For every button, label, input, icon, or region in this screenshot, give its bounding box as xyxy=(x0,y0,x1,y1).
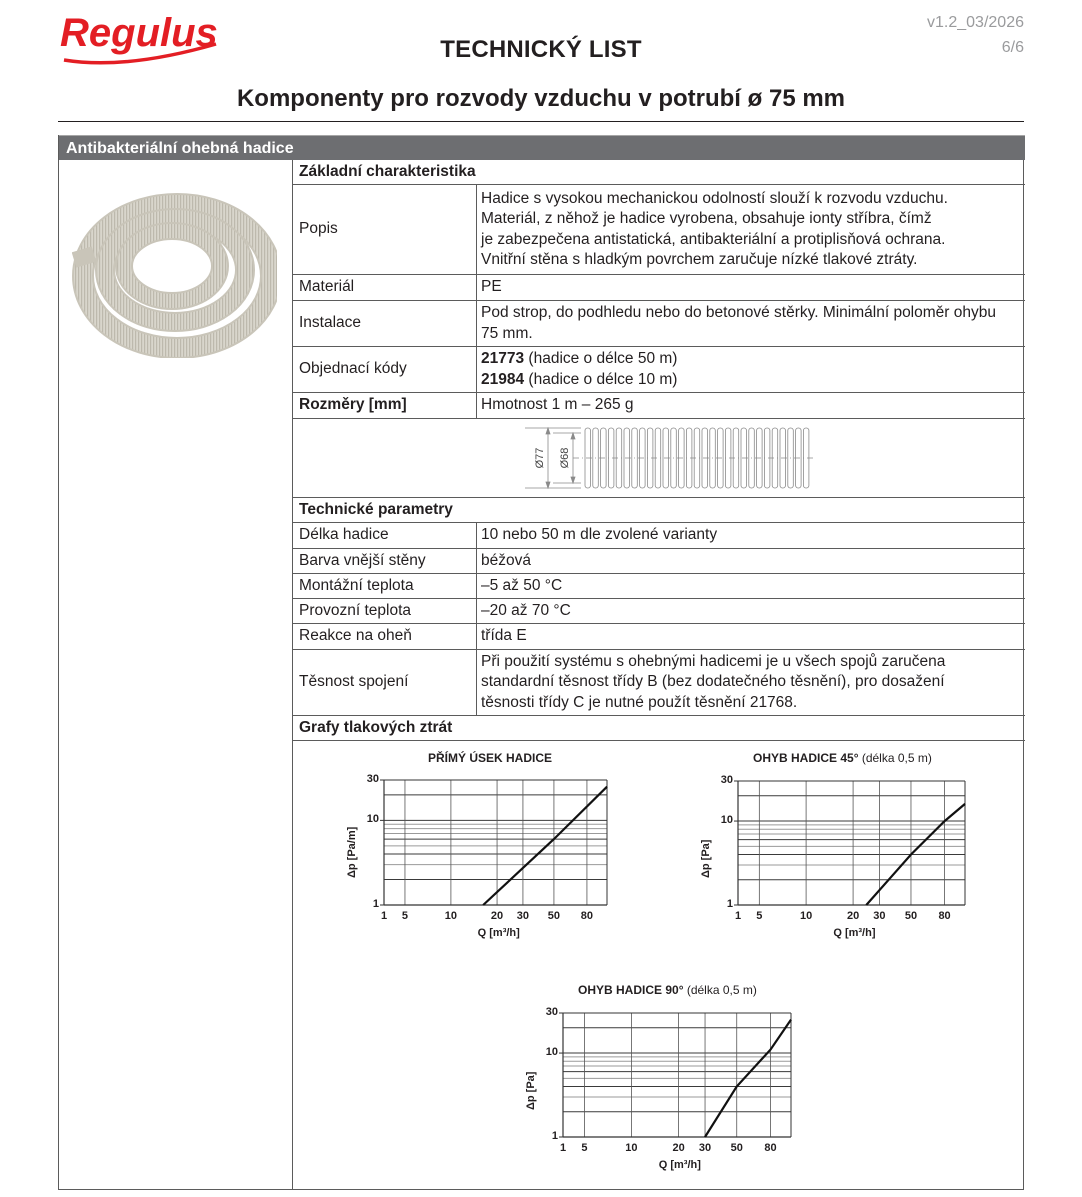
chart-straight-hose xyxy=(348,751,628,951)
x-tick-label: 1 xyxy=(734,910,742,922)
row-tightness xyxy=(293,650,1025,716)
x-tick-label: 20 xyxy=(846,910,860,922)
param-value: –5 až 50 °C xyxy=(481,576,563,594)
basic-heading-row xyxy=(293,160,1025,185)
x-tick-label: 20 xyxy=(490,910,504,922)
material-label: Materiál xyxy=(293,275,477,300)
param-value: třída E xyxy=(481,627,527,645)
instalace-value xyxy=(477,301,1025,346)
x-tick-label: 5 xyxy=(581,1142,588,1154)
popis-line: Hadice s vysokou mechanickou odolností slouží k rozvodu vzduchu. xyxy=(481,189,948,207)
param-label: Délka hadice xyxy=(293,523,477,548)
popis-value xyxy=(477,185,1025,274)
instalace-label: Instalace xyxy=(293,301,477,346)
dimension-drawing-row xyxy=(293,419,1025,498)
order-codes-label: Objednací kódy xyxy=(293,347,477,392)
svg-text:Ø77: Ø77 xyxy=(534,447,546,469)
y-tick-label: 10 xyxy=(545,1046,558,1059)
x-tick-label: 80 xyxy=(764,1142,777,1154)
y-axis-label: Δp [Pa/m] xyxy=(346,826,358,878)
y-tick-label: 1 xyxy=(726,898,733,910)
svg-text:Regulus: Regulus xyxy=(60,11,218,55)
graphs-heading: Grafy tlakových ztrát xyxy=(299,718,453,736)
weight-value: Hmotnost 1 m – 265 g xyxy=(481,396,634,414)
tightness-value xyxy=(477,650,1025,715)
param-label: Barva vnější stěny xyxy=(293,549,477,573)
document-subtitle: Komponenty pro rozvody vzduchu v potrubí ø 75 mm xyxy=(236,85,846,112)
row-material xyxy=(293,275,1025,301)
param-label: Reakce na oheň xyxy=(293,624,477,649)
x-tick-label: 50 xyxy=(547,910,561,922)
order-code-desc: (hadice o délce 50 m) xyxy=(524,350,678,367)
popis-line: Vnitřní stěna s hladkým povrchem zaručuje nízké tlakové ztráty. xyxy=(481,251,918,268)
popis-line: Materiál, z něhož je hadice vyrobena, obsahuje ionty stříbra, čímž xyxy=(481,210,932,227)
x-tick-label: 30 xyxy=(873,910,886,922)
order-code: 21984 xyxy=(481,370,525,388)
popis-line: je zabezpečena antistatická, antibakteriální a protiplisňová ochrana. xyxy=(481,230,946,248)
tightness-line: standardní těsnost třídy B (bez dodatečného těsnění), pro dosažení xyxy=(481,673,945,691)
row-operating-temp xyxy=(293,599,1025,624)
x-tick-label: 10 xyxy=(625,1142,638,1154)
instalace-line: Pod strop, do podhledu nebo do betonové stěrky. Minimální poloměr ohybu xyxy=(481,304,996,321)
x-tick-label: 30 xyxy=(698,1142,712,1154)
y-axis-label: Δp [Pa] xyxy=(525,1071,537,1110)
y-tick-label: 30 xyxy=(545,1006,558,1018)
page-number: 6/6 xyxy=(1001,39,1024,56)
x-tick-label: 50 xyxy=(730,1142,743,1154)
order-code-item xyxy=(481,349,1021,370)
x-tick-label: 1 xyxy=(559,1142,567,1154)
row-order-codes xyxy=(293,347,1025,393)
x-tick-label: 5 xyxy=(401,910,409,922)
x-axis-label: Q [m³/h] xyxy=(658,1159,701,1171)
technical-heading-row xyxy=(293,498,1025,523)
technical-heading: Technické parametry xyxy=(299,500,453,518)
x-tick-label: 50 xyxy=(904,910,918,922)
pressure-loss-charts xyxy=(293,741,1025,1187)
param-value: 10 nebo 50 m dle zvolené varianty xyxy=(481,526,718,544)
order-code: 21773 xyxy=(481,350,525,367)
x-tick-label: 10 xyxy=(799,910,813,922)
chart-bend-45 xyxy=(698,751,998,951)
dimensions-label: Rozměry [mm] xyxy=(293,393,477,418)
x-axis-label: Q [m³/h] xyxy=(833,927,876,939)
product-image-column xyxy=(59,160,293,1190)
row-popis xyxy=(293,185,1025,275)
y-tick-label: 30 xyxy=(720,774,733,786)
param-value: béžová xyxy=(481,551,531,569)
x-axis-label: Q [m³/h] xyxy=(477,927,520,939)
tightness-label: Těsnost spojení xyxy=(293,650,477,715)
hose-dimension-drawing xyxy=(515,424,825,494)
hose-coil-image xyxy=(72,188,277,358)
x-tick-label: 30 xyxy=(516,910,530,922)
instalace-line: 75 mm. xyxy=(481,324,533,342)
chart-title: OHYB HADICE 45° (délka 0,5 m) xyxy=(753,751,932,765)
title-divider xyxy=(58,121,1024,122)
x-tick-label: 80 xyxy=(580,910,594,922)
row-length xyxy=(293,523,1025,549)
section-header: Antibakteriální ohebná hadice xyxy=(59,135,1025,160)
svg-text:Ø68: Ø68 xyxy=(559,447,571,469)
y-tick-label: 10 xyxy=(366,813,379,826)
version-label: v1.2_03/2026 xyxy=(927,14,1024,31)
y-tick-label: 1 xyxy=(372,898,379,910)
row-mount-temp xyxy=(293,574,1025,599)
chart-bend-90 xyxy=(523,983,823,1183)
spec-table xyxy=(293,160,1025,1187)
x-tick-label: 80 xyxy=(938,910,951,922)
row-dimensions xyxy=(293,393,1025,419)
y-tick-label: 30 xyxy=(366,773,379,785)
order-codes-value xyxy=(477,347,1025,392)
graphs-heading-row xyxy=(293,716,1025,741)
y-tick-label: 10 xyxy=(720,814,733,827)
x-tick-label: 20 xyxy=(672,1142,685,1154)
order-code-desc: (hadice o délce 10 m) xyxy=(524,370,678,388)
x-tick-label: 1 xyxy=(380,910,388,922)
param-label: Montážní teplota xyxy=(293,574,477,598)
x-tick-label: 5 xyxy=(756,910,763,922)
tightness-line: Při použití systému s ohebnými hadicemi je u všech spojů zaručena xyxy=(481,652,946,670)
product-sheet xyxy=(58,135,1024,1190)
chart-plot xyxy=(348,751,613,909)
chart-plot xyxy=(523,983,797,1141)
chart-title: OHYB HADICE 90° (délka 0,5 m) xyxy=(578,983,757,997)
y-tick-label: 1 xyxy=(551,1130,558,1142)
x-tick-label: 10 xyxy=(444,910,458,922)
document-title: TECHNICKÝ LIST xyxy=(440,36,642,63)
chart-title: PŘÍMÝ ÚSEK HADICE xyxy=(428,751,553,765)
tightness-line: těsnosti třídy C je nutné použít těsnění 21768. xyxy=(481,693,798,711)
param-value: –20 až 70 °C xyxy=(481,601,571,619)
y-axis-label: Δp [Pa] xyxy=(700,839,712,878)
row-color xyxy=(293,549,1025,574)
popis-label: Popis xyxy=(293,185,477,274)
basic-heading: Základní charakteristika xyxy=(299,162,476,180)
order-code-item xyxy=(481,370,1021,391)
row-instalace xyxy=(293,301,1025,347)
chart-plot xyxy=(698,751,971,909)
param-label: Provozní teplota xyxy=(293,599,477,623)
material-value: PE xyxy=(481,278,502,296)
row-fire-reaction xyxy=(293,624,1025,650)
